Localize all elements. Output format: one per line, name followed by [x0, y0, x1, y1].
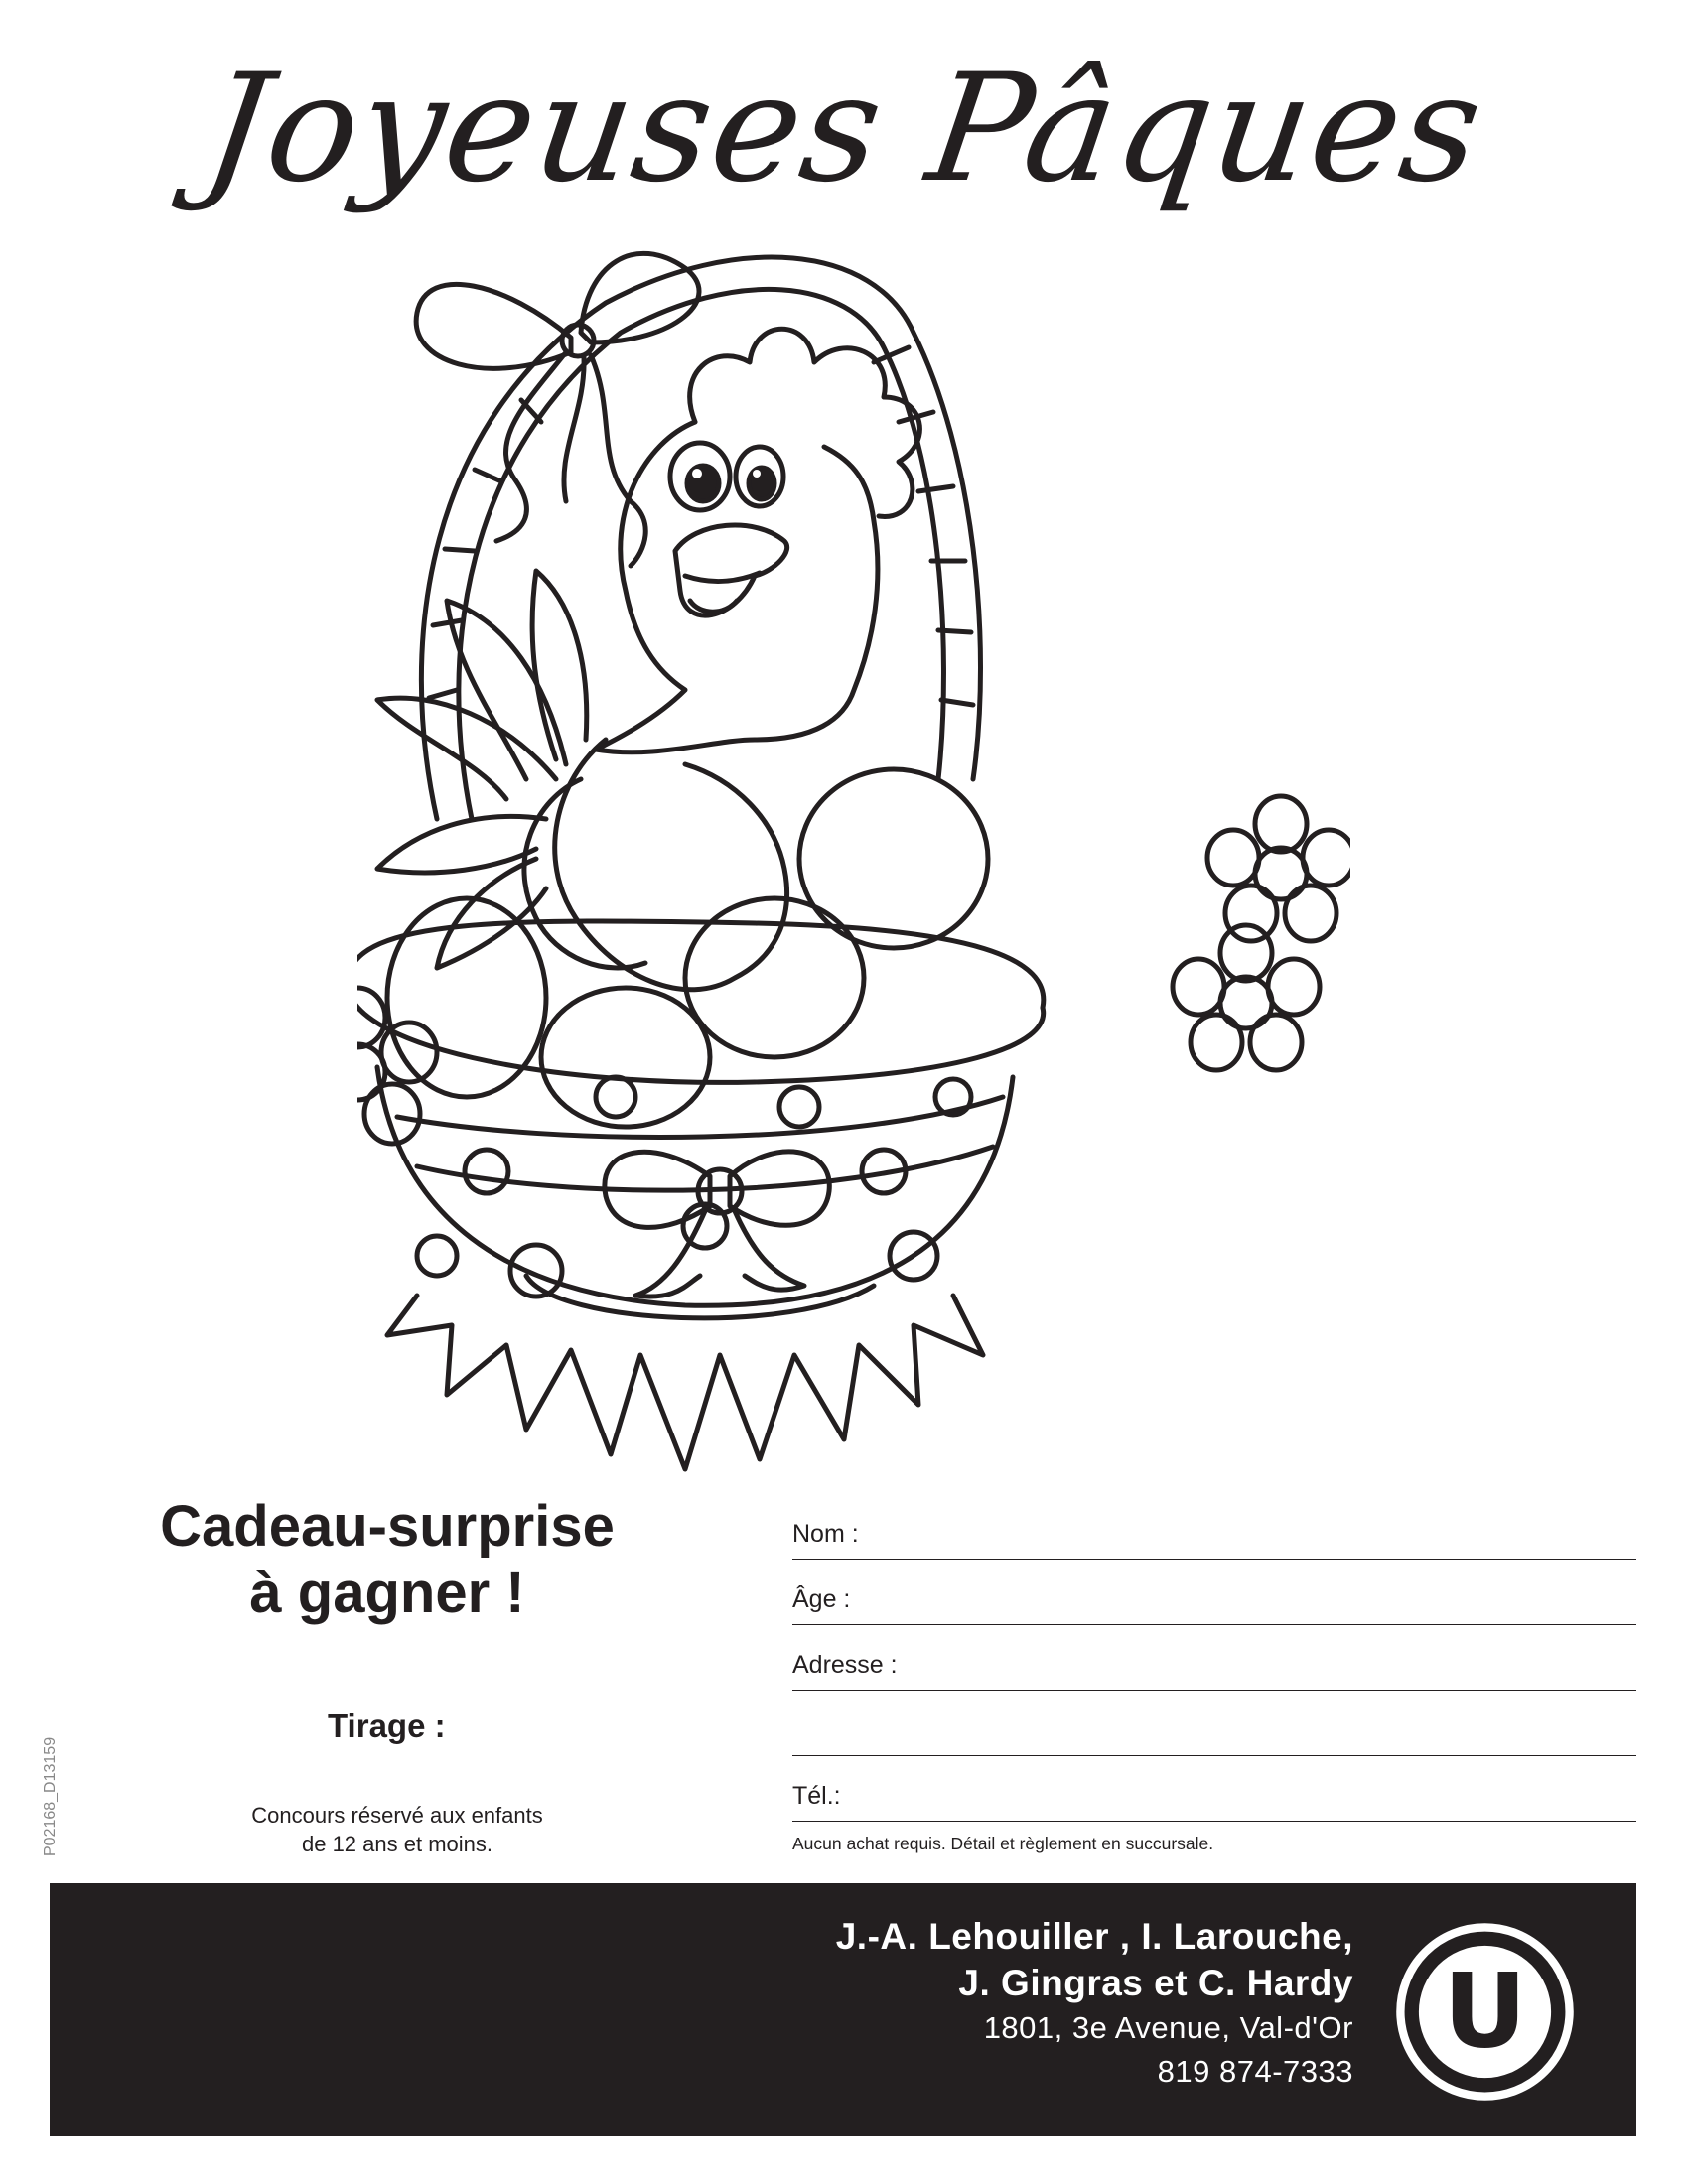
draw-label: Tirage :: [328, 1707, 446, 1744]
handle-stripes: [429, 347, 973, 705]
contest-eligibility-line1: Concours réservé aux enfants: [251, 1803, 543, 1828]
flower-right-top: [1207, 796, 1350, 941]
hen-wing: [524, 779, 645, 968]
owner-names-line1: J.-A. Lehouiller , I. Larouche,: [835, 1916, 1353, 1957]
flower-right-bottom: [1173, 925, 1320, 1070]
prize-heading: [99, 1494, 675, 1626]
phone-field[interactable]: [792, 1756, 1636, 1822]
age-field[interactable]: [792, 1560, 1636, 1625]
address-field[interactable]: [792, 1625, 1636, 1691]
name-field[interactable]: [792, 1514, 1636, 1560]
document-code: P02168_D13159: [42, 1736, 59, 1856]
top-bow: [416, 253, 699, 566]
logo-letter: U: [1443, 1952, 1527, 2072]
contest-eligibility-line2: de 12 ans et moins.: [301, 1831, 492, 1856]
store-phone: 819 874-7333: [1157, 2054, 1353, 2089]
entry-form: [792, 1514, 1636, 1854]
name-field-label: Nom :: [792, 1520, 859, 1548]
contest-eligibility: [189, 1802, 606, 1858]
owner-names-line2: J. Gingras et C. Hardy: [958, 1963, 1353, 2003]
basket-bowl: [357, 921, 1044, 1318]
basket-bow: [605, 1152, 829, 1297]
tail-feathers: [377, 571, 587, 968]
address-field-line2[interactable]: [792, 1691, 1636, 1756]
grass: [387, 1296, 983, 1469]
store-info: [836, 1913, 1353, 2094]
phone-field-label: Tél.:: [792, 1782, 841, 1810]
age-field-label: Âge :: [792, 1585, 851, 1613]
address-field-label: Adresse :: [792, 1651, 898, 1679]
prize-heading-line2: à gagner !: [249, 1560, 525, 1625]
prize-heading-line1: Cadeau-surprise: [160, 1494, 615, 1559]
store-footer: [50, 1883, 1636, 2136]
page-title: Joyeuses Pâques: [195, 43, 1493, 215]
easter-basket-illustration: [357, 223, 1350, 1474]
disclaimer: Aucun achat requis. Détail et règlement en succursale.: [792, 1834, 1214, 1853]
brand-logo-icon: [1393, 1920, 1577, 2104]
store-address: 1801, 3e Avenue, Val-d'Or: [983, 2010, 1353, 2045]
hen-body: [555, 740, 787, 990]
